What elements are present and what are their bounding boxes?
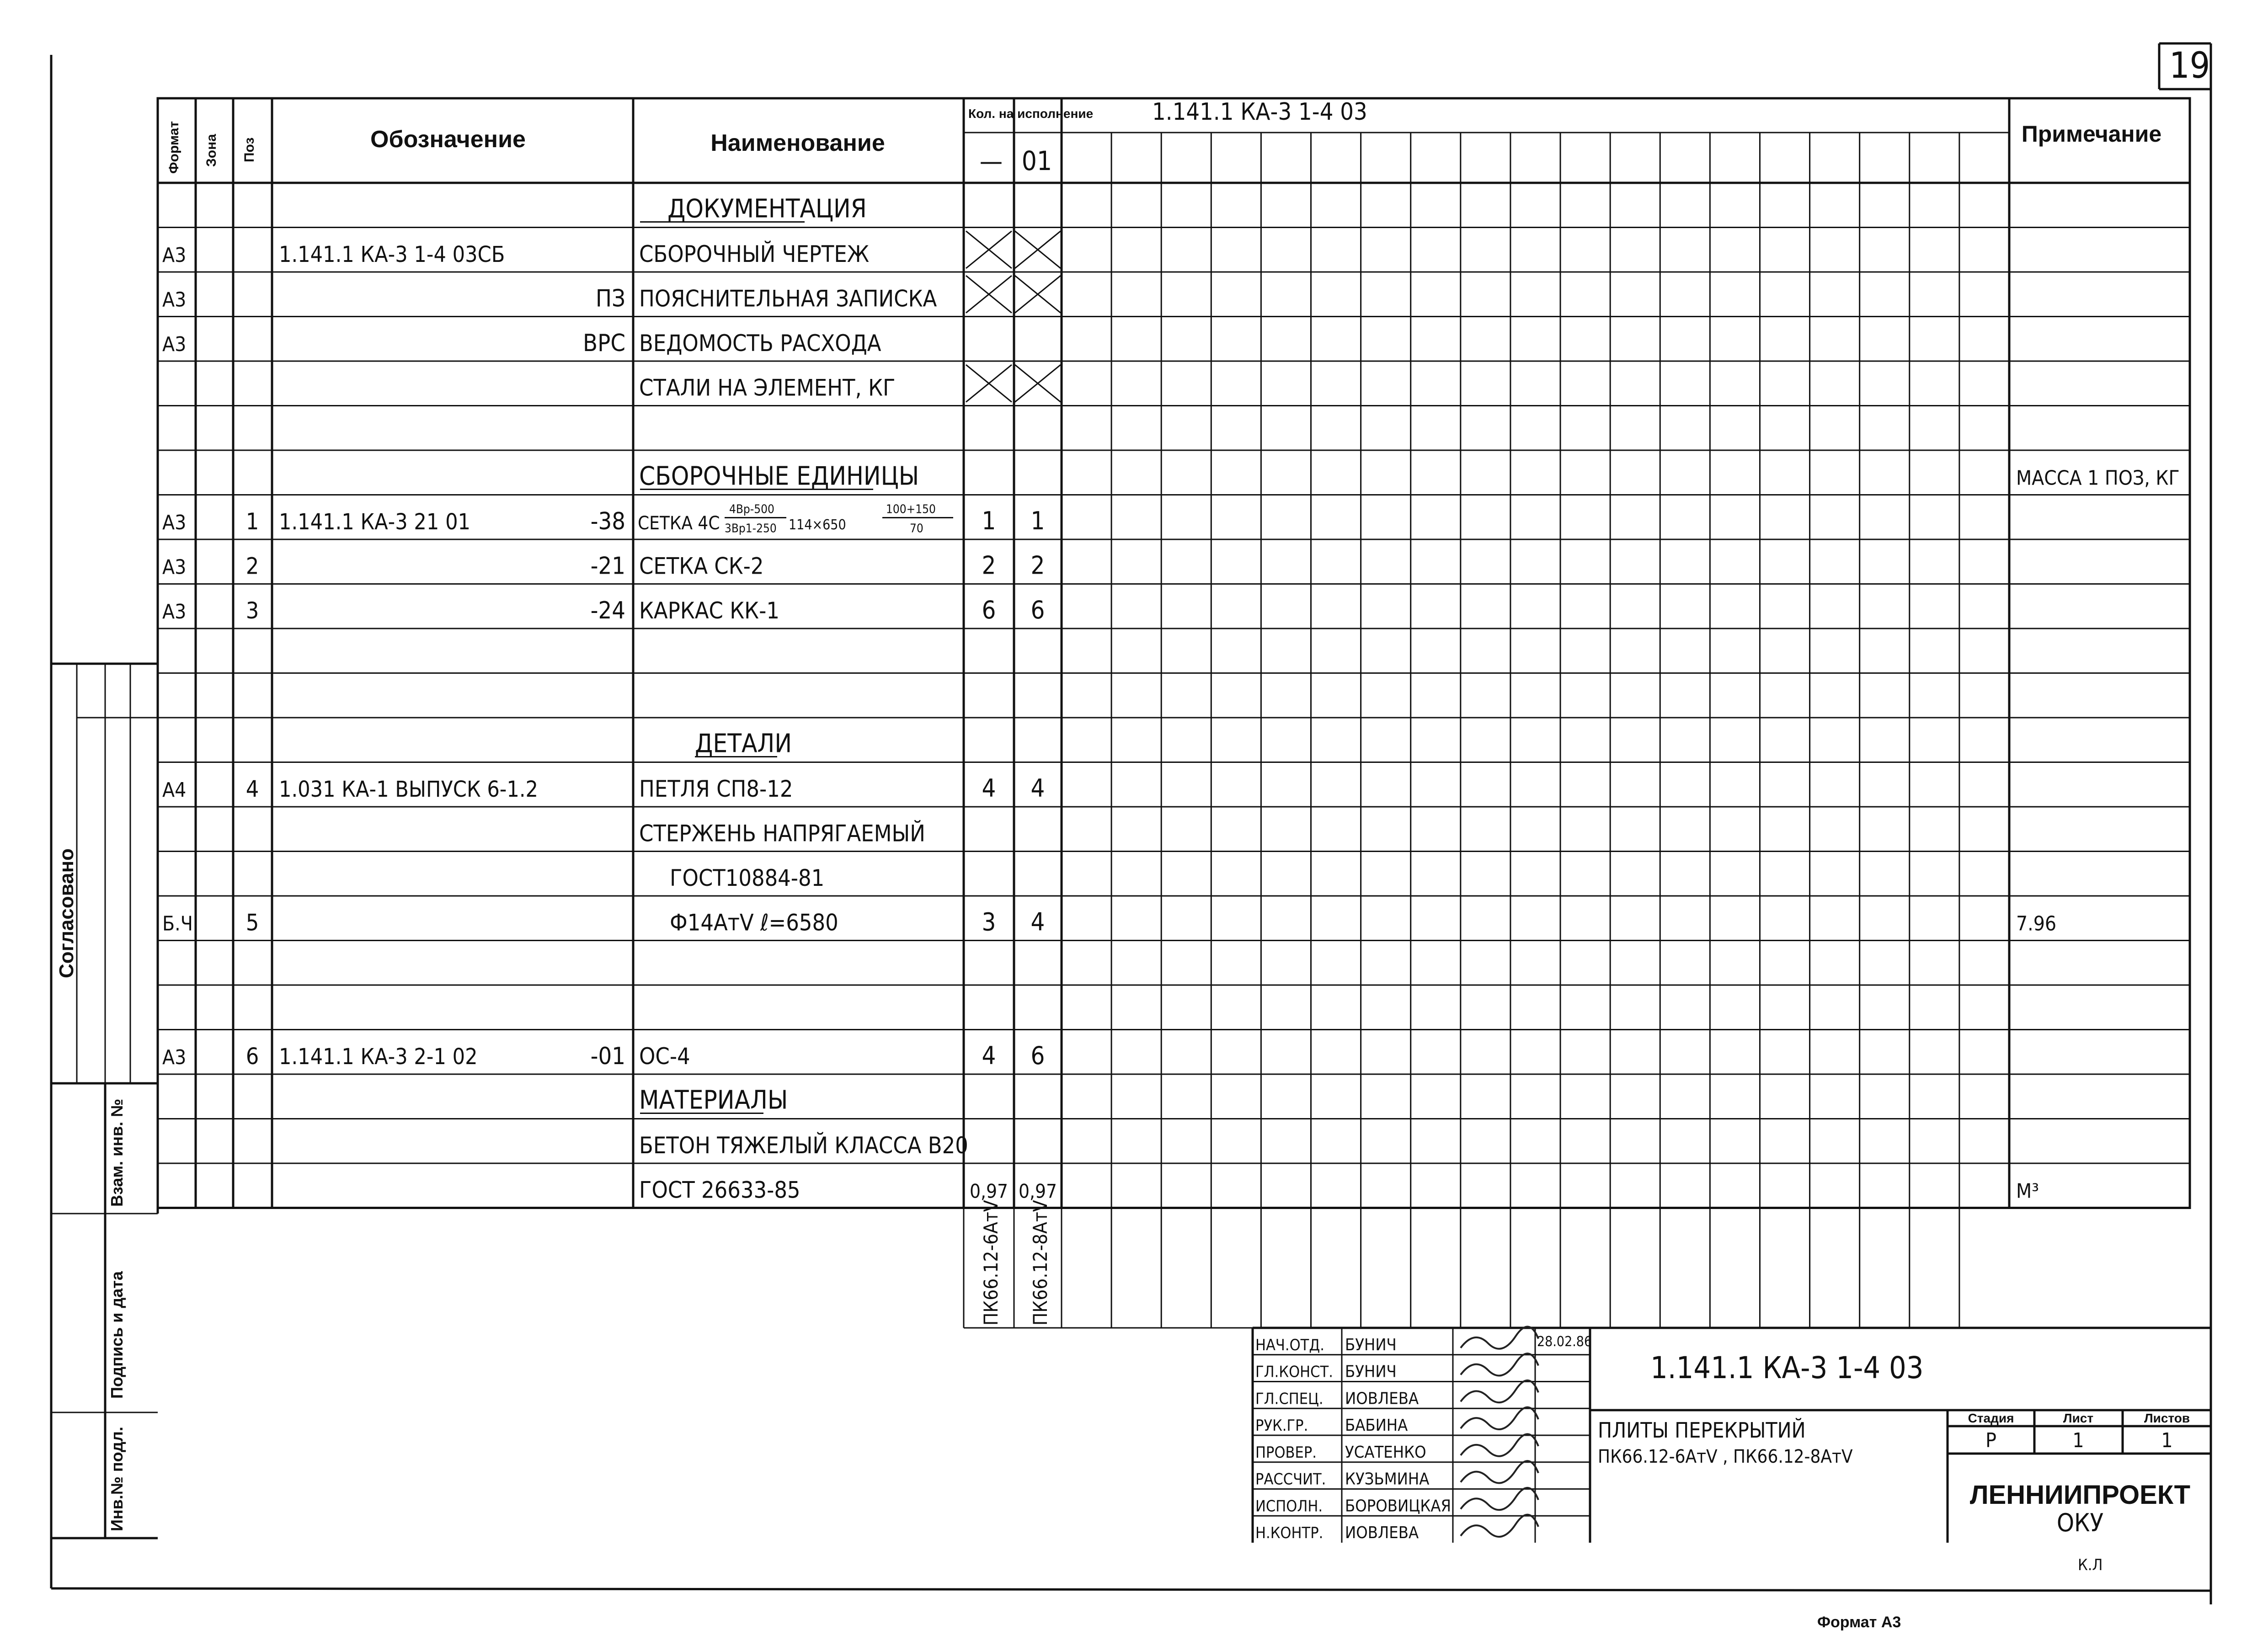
title-block-person-row	[1255, 1407, 1538, 1435]
cell-qty-01: 4	[1030, 907, 1045, 937]
table-row	[695, 729, 792, 759]
person-role: ГЛ.КОНСТ.	[1255, 1363, 1333, 1381]
table-row	[162, 551, 1045, 580]
cell-name: МАТЕРИАЛЫ	[639, 1085, 788, 1115]
table-row	[162, 276, 1061, 313]
footer-format: Формат А3	[1817, 1614, 1901, 1631]
cell-qty-dash: 2	[982, 551, 996, 580]
table-row	[639, 462, 2180, 491]
cross-mark-icon	[966, 276, 1012, 313]
table-row	[162, 1041, 1045, 1070]
cell-name: СБОРОЧНЫЕ ЕДИНИЦЫ	[639, 461, 919, 491]
person-role: НАЧ.ОТД.	[1255, 1336, 1324, 1354]
header-version-code: 1.141.1 КА-3 1-4 03	[1152, 98, 1367, 126]
title-block-stage: Р	[1985, 1429, 1996, 1452]
cell-name: ПЕТЛЯ СП8-12	[639, 776, 793, 802]
cell-qty-dash: 6	[982, 596, 996, 624]
cell-format: А3	[162, 511, 187, 534]
person-name: ИОВЛЕВА	[1345, 1389, 1419, 1408]
mesh-fraction-bottom: 3Вр1-250	[725, 522, 777, 536]
title-block-stage-label: Стадия	[1968, 1411, 2014, 1425]
person-role: ИСПОЛН.	[1255, 1497, 1323, 1516]
title-block-person-row	[1255, 1353, 1538, 1381]
mesh-pitch-top: 100+150	[886, 502, 936, 517]
cell-name: ГОСТ 26633-85	[639, 1177, 800, 1204]
cell-format: А3	[162, 555, 187, 579]
person-name: БУНИЧ	[1345, 1362, 1397, 1381]
page-number: 19	[2169, 45, 2210, 86]
table-row	[162, 503, 1045, 536]
header-qty-per-version: Кол. на исполнение	[968, 107, 1094, 121]
cell-qty-01: 0,97	[1018, 1180, 1057, 1203]
side-inv-orig-label: Инв.№ подл.	[107, 1427, 126, 1531]
title-block-person-row	[1255, 1515, 1538, 1542]
person-name: УСАТЕНКО	[1345, 1443, 1426, 1462]
title-block-person-row	[1255, 1461, 1538, 1488]
title-block-org-line1: ЛЕННИИПРОЕКТ	[1969, 1480, 2191, 1510]
cell-format: А3	[162, 600, 187, 623]
person-name: ИОВЛЕВА	[1345, 1523, 1419, 1542]
cell-name: ГОСТ10884-81	[670, 865, 825, 891]
cell-name: КАРКАС КК-1	[639, 597, 779, 624]
cell-qty-dash: 1	[982, 506, 996, 535]
title-block-sheets-label: Листов	[2144, 1411, 2190, 1425]
cell-qty-01: 4	[1030, 774, 1045, 803]
cell-designation-suffix: -24	[590, 597, 625, 624]
signature-icon	[1461, 1515, 1538, 1537]
header-zone: Зона	[204, 134, 219, 167]
title-block-title-line2: ПК66.12-6АтV , ПК66.12-8АтV	[1598, 1446, 1853, 1467]
cell-name: БЕТОН ТЯЖЕЛЫЙ КЛАССА В20	[639, 1132, 968, 1159]
table-row	[639, 1132, 968, 1159]
cell-designation-suffix: -38	[590, 508, 625, 535]
title-block-people	[1253, 1326, 1590, 1542]
title-block-org-line2: ОКУ	[2056, 1508, 2104, 1537]
cell-name: СЕТКА СК-2	[639, 553, 764, 580]
cell-name: ВЕДОМОСТЬ РАСХОДА	[639, 330, 881, 357]
cell-qty-01: 2	[1030, 551, 1045, 580]
cell-name: ОС-4	[639, 1043, 690, 1070]
title-block-sheet-label: Лист	[2063, 1411, 2094, 1425]
cell-format: А3	[162, 1046, 187, 1069]
signature-icon	[1461, 1434, 1538, 1456]
cell-pos: 3	[245, 597, 259, 624]
person-role: Н.КОНТР.	[1255, 1524, 1323, 1542]
cell-qty-dash: 3	[982, 907, 996, 937]
side-replaced-inv-label: Взам. инв. №	[107, 1098, 126, 1207]
cell-qty-01: 6	[1030, 596, 1045, 624]
table-row	[162, 774, 1045, 803]
cell-name: Ф14АтV ℓ=6580	[670, 909, 838, 936]
header-pos: Поз	[242, 137, 257, 162]
table-row	[162, 596, 1045, 624]
cross-mark-icon	[966, 365, 1012, 402]
cell-pos: 5	[245, 909, 259, 936]
table-row	[639, 820, 925, 847]
cell-note: М³	[2016, 1179, 2039, 1203]
title-block-title-line1: ПЛИТЫ ПЕРЕКРЫТИЙ	[1598, 1418, 1806, 1443]
cross-mark-icon	[1015, 276, 1061, 313]
person-role: ГЛ.СПЕЦ.	[1255, 1390, 1323, 1408]
cell-note: МАССА 1 ПОЗ, КГ	[2016, 466, 2180, 490]
cell-designation: 1.141.1 КА-3 2-1 02	[279, 1044, 478, 1070]
cell-qty-01: 6	[1030, 1041, 1045, 1070]
cell-pos: 6	[245, 1043, 259, 1070]
cell-designation-suffix: -21	[590, 552, 625, 580]
version-label-8: ПК66.12-8АтV	[1029, 1200, 1051, 1326]
cell-name: ПОЯСНИТЕЛЬНАЯ ЗАПИСКА	[639, 285, 937, 312]
table-row	[162, 330, 881, 357]
cell-designation: 1.031 КА-1 ВЫПУСК 6-1.2	[279, 777, 539, 802]
side-sign-date-label: Подпись и дата	[107, 1271, 126, 1399]
header-name: Наименование	[710, 130, 885, 156]
cell-pos: 4	[245, 776, 259, 802]
cell-qty-01: 1	[1030, 506, 1045, 535]
header-note: Примечание	[2021, 121, 2162, 147]
person-name: БАБИНА	[1345, 1416, 1408, 1435]
header-version-01: 01	[1021, 145, 1052, 176]
cell-qty-dash: 4	[982, 774, 996, 803]
table-row	[162, 231, 1061, 269]
version-label-6: ПК66.12-6АтV	[980, 1200, 1002, 1326]
title-block-date: 28.02.86	[1537, 1334, 1592, 1350]
signature-icon	[1461, 1326, 1538, 1348]
side-agreed-label: Согласовано	[55, 848, 78, 978]
cross-mark-icon	[1015, 231, 1061, 269]
cell-pos: 1	[245, 508, 259, 535]
cell-designation: 1.141.1 КА-3 21 01	[279, 509, 471, 535]
person-role: РАССЧИТ.	[1255, 1470, 1326, 1489]
cell-qty-dash: 4	[982, 1041, 996, 1070]
signature-icon	[1461, 1353, 1538, 1375]
cell-designation-suffix: -01	[590, 1043, 625, 1070]
table-row	[639, 1177, 2039, 1204]
cell-name: СЕТКА 4С	[638, 513, 720, 534]
signature-icon	[1461, 1407, 1538, 1429]
cell-format: Б.Ч.	[162, 912, 199, 936]
table-row	[670, 865, 824, 891]
cell-name: СТАЛИ НА ЭЛЕМЕНТ, КГ	[639, 374, 896, 401]
cell-qty-dash: 0,97	[969, 1180, 1009, 1203]
cell-note: 7.96	[2016, 912, 2057, 936]
cell-format: А3	[162, 244, 187, 267]
person-name: КУЗЬМИНА	[1345, 1470, 1430, 1489]
cross-mark-icon	[1015, 365, 1061, 402]
cell-name: СБОРОЧНЫЙ ЧЕРТЕЖ	[639, 241, 870, 267]
title-block-sheet: 1	[2072, 1429, 2084, 1452]
mesh-size: 114×650	[789, 517, 846, 533]
title-block-person-row	[1255, 1326, 1538, 1354]
person-name: БУНИЧ	[1345, 1335, 1397, 1354]
title-block-person-row	[1255, 1488, 1538, 1515]
title-block-person-row	[1255, 1380, 1538, 1408]
signature-icon	[1461, 1488, 1538, 1510]
person-role: ПРОВЕР.	[1255, 1443, 1317, 1462]
mesh-pitch-bottom: 70	[910, 522, 923, 536]
cell-pos: 2	[245, 553, 259, 580]
title-block-sheets: 1	[2161, 1429, 2173, 1452]
cell-format: А4	[162, 778, 187, 802]
person-name: БОРОВИЦКАЯ	[1345, 1497, 1451, 1516]
cell-name: ДЕТАЛИ	[695, 729, 792, 759]
table-row	[639, 365, 1061, 402]
signature-icon	[1461, 1461, 1538, 1483]
cell-designation-suffix: ПЗ	[595, 285, 625, 313]
title-block	[1253, 1326, 2211, 1543]
mesh-fraction-top: 4Вр-500	[729, 502, 774, 517]
cross-mark-icon	[966, 231, 1012, 269]
side-stamp	[51, 664, 158, 1538]
header-format: Формат	[166, 121, 181, 174]
person-role: РУК.ГР.	[1255, 1417, 1308, 1435]
table-row	[162, 908, 2056, 937]
title-block-person-row	[1255, 1434, 1538, 1461]
header-version-dash: —	[979, 147, 1003, 176]
corner-initials: К.Л	[2078, 1556, 2103, 1574]
spec-table-body	[162, 194, 2180, 1204]
cell-designation: 1.141.1 КА-3 1-4 03СБ	[279, 242, 505, 267]
header-designation: Обозначение	[370, 126, 526, 153]
title-block-designation: 1.141.1 КА-3 1-4 03	[1650, 1350, 1924, 1385]
spec-table-grid	[158, 98, 2190, 1328]
cell-designation-suffix: ВРС	[583, 330, 625, 357]
cell-format: А3	[162, 288, 187, 312]
cell-name: СТЕРЖЕНЬ НАПРЯГАЕМЫЙ	[639, 820, 925, 847]
cell-name: ДОКУМЕНТАЦИЯ	[667, 194, 867, 224]
table-row	[639, 1086, 788, 1115]
table-row	[640, 194, 867, 224]
signature-icon	[1461, 1380, 1538, 1402]
spec-table-header	[166, 98, 2161, 176]
cell-format: А3	[162, 333, 187, 356]
